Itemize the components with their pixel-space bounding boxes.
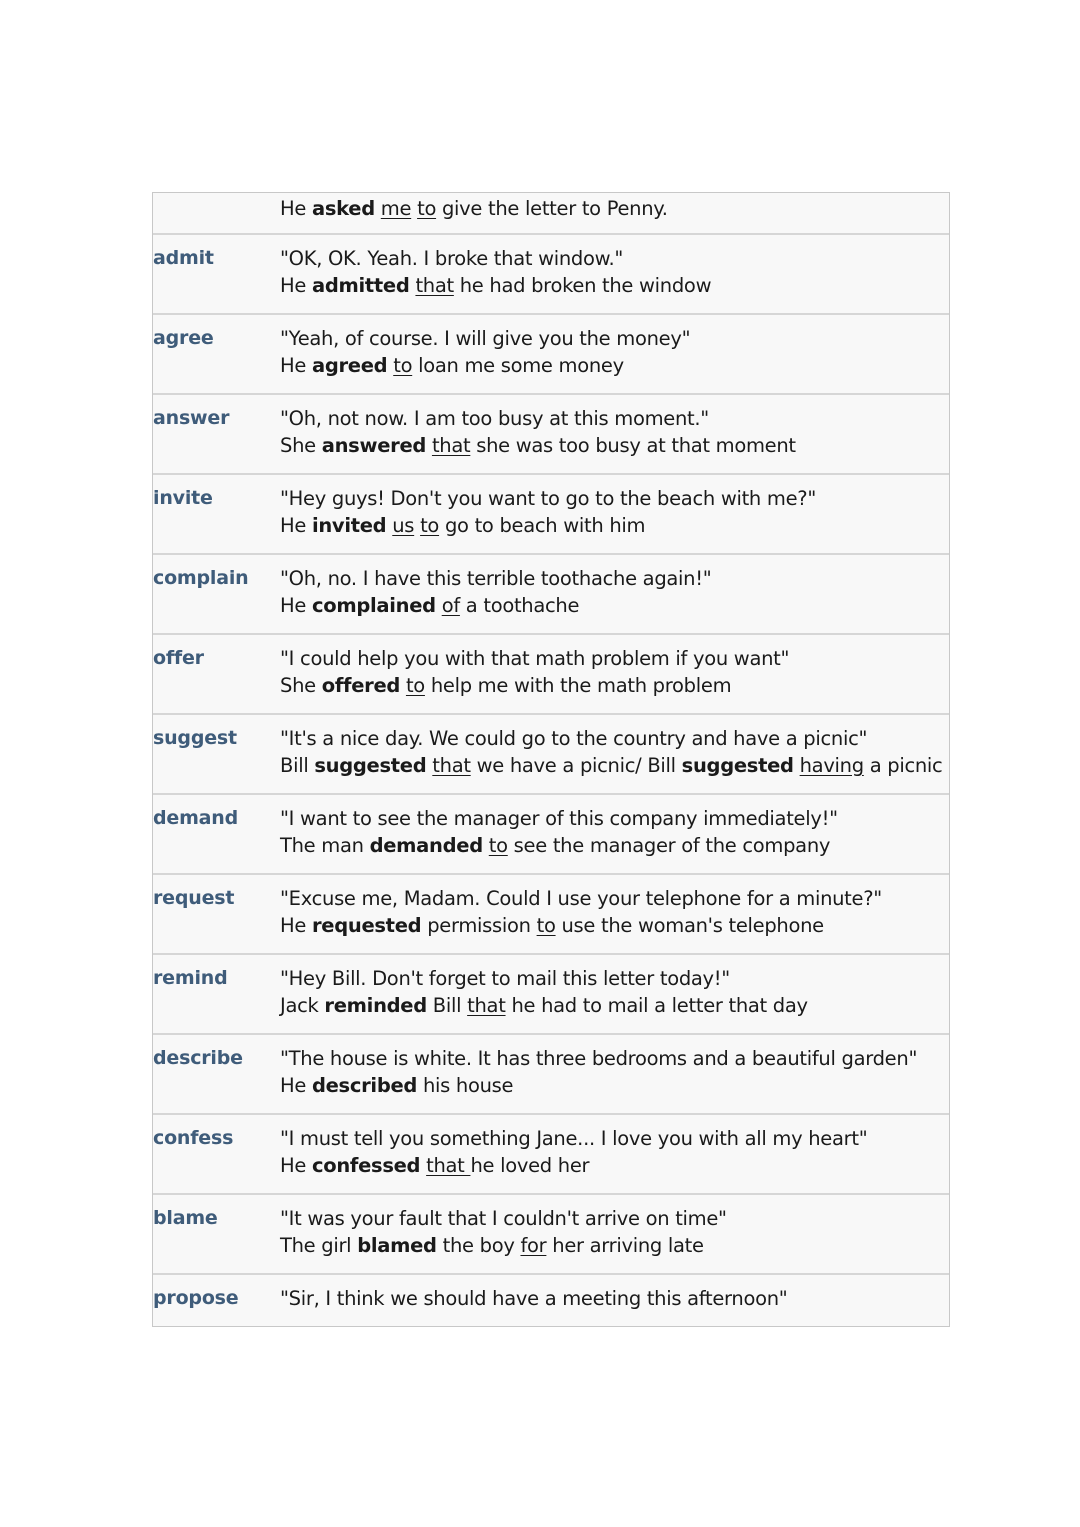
reporting-verb: admit — [153, 247, 214, 269]
text-segment: "Sir, I think we should have a meeting this afternoon" — [280, 1287, 788, 1310]
example-line — [280, 352, 690, 379]
text-segment: He — [280, 1154, 312, 1177]
example-line — [280, 672, 789, 699]
example-sentences — [280, 325, 690, 379]
text-segment: "OK, OK. Yeah. I broke that window." — [280, 247, 624, 270]
text-segment: loan me some money — [412, 354, 624, 377]
example-sentences — [280, 405, 796, 459]
text-segment: the boy — [436, 1234, 521, 1257]
reporting-verb: answer — [153, 407, 230, 429]
text-segment: The girl — [280, 1234, 358, 1257]
example-line — [280, 325, 690, 352]
example-line — [280, 992, 808, 1019]
example-line — [280, 195, 668, 222]
example-line — [280, 592, 711, 619]
underlined-word: us — [392, 514, 415, 537]
underlined-word: having — [799, 754, 864, 777]
text-segment: The man — [280, 834, 370, 857]
example-line — [280, 645, 789, 672]
table-row — [153, 193, 949, 235]
table-row — [153, 475, 949, 555]
text-segment: He — [280, 197, 312, 220]
example-sentences — [280, 725, 942, 779]
table-row — [153, 315, 949, 395]
example-line — [280, 1045, 917, 1072]
example-line — [280, 512, 816, 539]
reporting-verb: suggest — [153, 727, 237, 749]
text-segment: "Hey Bill. Don't forget to mail this letter today!" — [280, 967, 730, 990]
emphasis-verb: suggested — [314, 754, 427, 777]
example-line — [280, 725, 942, 752]
text-segment: a toothache — [459, 594, 580, 617]
text-segment: "I must tell you something Jane... I love you with all my heart" — [280, 1127, 868, 1150]
emphasis-verb: answered — [321, 434, 427, 457]
emphasis-verb: complained — [311, 594, 436, 617]
table-row — [153, 1035, 949, 1115]
example-line — [280, 405, 796, 432]
text-segment: his house — [417, 1074, 514, 1097]
table-row — [153, 395, 949, 475]
example-sentences — [280, 485, 816, 539]
example-line — [280, 832, 838, 859]
emphasis-verb: asked — [311, 197, 375, 220]
table-row — [153, 955, 949, 1035]
example-line — [280, 1205, 727, 1232]
example-sentences — [280, 1205, 727, 1259]
table-row — [153, 715, 949, 795]
table-row — [153, 1195, 949, 1275]
table-row — [153, 875, 949, 955]
example-line — [280, 245, 711, 272]
text-segment: see the manager of the company — [507, 834, 831, 857]
example-line — [280, 965, 808, 992]
underlined-word: to — [405, 674, 425, 697]
emphasis-verb: confessed — [311, 1154, 421, 1177]
underlined-word: of — [441, 594, 460, 617]
example-line — [280, 432, 796, 459]
table-row — [153, 635, 949, 715]
text-segment: "Excuse me, Madam. Could I use your telephone for a minute?" — [280, 887, 882, 910]
text-segment: a picnic — [863, 754, 943, 777]
emphasis-verb: demanded — [369, 834, 483, 857]
example-line — [280, 1152, 867, 1179]
underlined-word: to — [536, 914, 556, 937]
text-segment: She — [280, 674, 322, 697]
example-sentences — [280, 965, 808, 1019]
table-row — [153, 1275, 949, 1327]
example-sentences — [280, 1285, 787, 1312]
text-segment: He — [280, 914, 312, 937]
text-segment: He — [280, 594, 312, 617]
underlined-word: that — [467, 994, 506, 1017]
emphasis-verb: reminded — [324, 994, 427, 1017]
example-line — [280, 1232, 727, 1259]
text-segment: give the letter to Penny. — [436, 197, 668, 220]
example-line — [280, 752, 942, 779]
underlined-word: that — [431, 434, 471, 457]
reporting-verb: complain — [153, 567, 249, 589]
reporting-verb: remind — [153, 967, 228, 989]
text-segment: he had to mail a letter that day — [505, 994, 808, 1017]
underlined-word: to — [393, 354, 413, 377]
text-segment: "Oh, no. I have this terrible toothache again!" — [280, 567, 712, 590]
reporting-verb: confess — [153, 1127, 234, 1149]
example-sentences — [280, 565, 711, 619]
text-segment: "It's a nice day. We could go to the country and have a picnic" — [280, 727, 868, 750]
reporting-verb: demand — [153, 807, 239, 829]
text-segment: "Hey guys! Don't you want to go to the beach with me?" — [280, 487, 816, 510]
text-segment: "I want to see the manager of this company immediately!" — [280, 807, 838, 830]
text-segment: he loved her — [470, 1154, 590, 1177]
underlined-word: that — [426, 1154, 471, 1177]
example-line — [280, 912, 882, 939]
emphasis-verb: agreed — [311, 354, 388, 377]
emphasis-verb: suggested — [681, 754, 794, 777]
emphasis-verb: admitted — [311, 274, 410, 297]
reporting-verb: propose — [153, 1287, 239, 1309]
example-sentences — [280, 245, 711, 299]
example-sentences — [280, 805, 838, 859]
emphasis-verb: blamed — [357, 1234, 437, 1257]
text-segment: she was too busy at that moment — [470, 434, 796, 457]
text-segment: use the woman's telephone — [555, 914, 824, 937]
text-segment: He — [280, 514, 312, 537]
underlined-word: for — [520, 1234, 547, 1257]
reporting-verb: request — [153, 887, 235, 909]
reporting-verb: describe — [153, 1047, 243, 1069]
text-segment: "Oh, not now. I am too busy at this moment." — [280, 407, 709, 430]
example-line — [280, 1125, 867, 1152]
text-segment: help me with the math problem — [424, 674, 732, 697]
text-segment: He — [280, 274, 312, 297]
reporting-verb: invite — [153, 487, 213, 509]
underlined-word: to — [420, 514, 440, 537]
reporting-verb: offer — [153, 647, 204, 669]
text-segment: her arriving late — [546, 1234, 704, 1257]
underlined-word: to — [488, 834, 508, 857]
example-sentences — [280, 1125, 867, 1179]
reporting-verb: blame — [153, 1207, 218, 1229]
table-row — [153, 1115, 949, 1195]
reporting-verb: agree — [153, 327, 214, 349]
example-line — [280, 272, 711, 299]
example-sentences — [280, 645, 789, 699]
text-segment: "The house is white. It has three bedrooms and a beautiful garden" — [280, 1047, 918, 1070]
underlined-word: me — [380, 197, 412, 220]
text-segment: Jack — [280, 994, 325, 1017]
example-line — [280, 1285, 787, 1312]
example-line — [280, 885, 882, 912]
text-segment: "It was your fault that I couldn't arrive on time" — [280, 1207, 727, 1230]
underlined-word: that — [432, 754, 471, 777]
text-segment: He — [280, 1074, 312, 1097]
example-sentences — [280, 1045, 917, 1099]
text-segment: "Yeah, of course. I will give you the money" — [280, 327, 691, 350]
text-segment: permission — [421, 914, 537, 937]
text-segment: He — [280, 354, 312, 377]
example-line — [280, 1072, 917, 1099]
underlined-word: that — [415, 274, 454, 297]
example-sentences — [280, 195, 668, 222]
underlined-word: to — [417, 197, 437, 220]
emphasis-verb: described — [311, 1074, 418, 1097]
table-row — [153, 235, 949, 315]
example-line — [280, 485, 816, 512]
text-segment: Bill — [426, 994, 468, 1017]
text-segment: "I could help you with that math problem if you want" — [280, 647, 790, 670]
example-line — [280, 805, 838, 832]
table-row — [153, 795, 949, 875]
example-line — [280, 565, 711, 592]
emphasis-verb: invited — [311, 514, 387, 537]
example-sentences — [280, 885, 882, 939]
text-segment: She — [280, 434, 322, 457]
text-segment: go to beach with him — [439, 514, 646, 537]
text-segment: he had broken the window — [453, 274, 712, 297]
emphasis-verb: requested — [311, 914, 422, 937]
text-segment: we have a picnic/ Bill — [470, 754, 682, 777]
emphasis-verb: offered — [321, 674, 401, 697]
table-row — [153, 555, 949, 635]
text-segment: Bill — [280, 754, 315, 777]
reported-speech-table — [152, 192, 950, 1327]
